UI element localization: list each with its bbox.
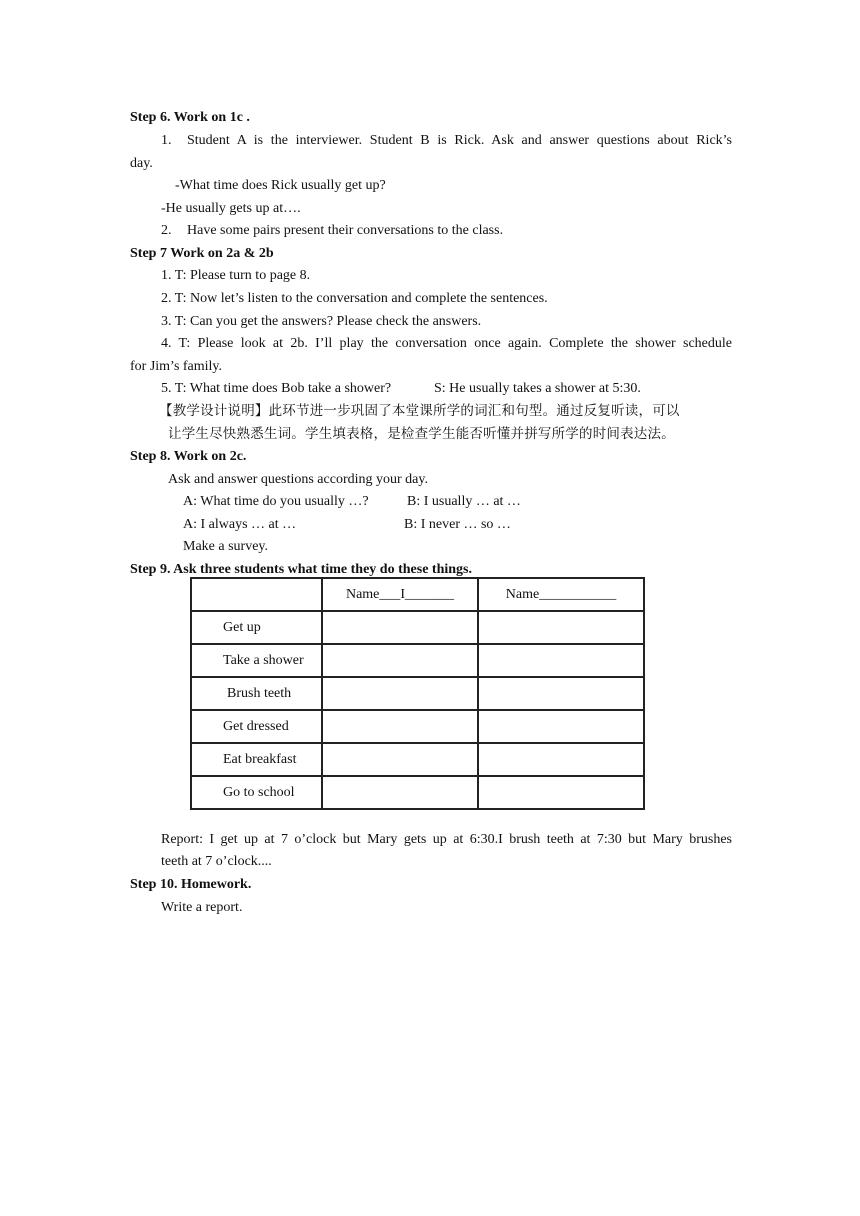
step6-question: -What time does Rick usually get up? (175, 178, 386, 193)
step7-line2: 2. T: Now let’s listen to the conversation and complete the sentences. (161, 291, 548, 306)
step8-dialogue-a1: A: What time do you usually …? (183, 494, 369, 509)
step7-line4: 4. T: Please look at 2b. I’ll play the conversation once again. Complete the shower schedule (161, 336, 732, 351)
table-cell (478, 743, 644, 776)
table-cell (478, 644, 644, 677)
step6-item1-text: Student A is the interviewer. Student B is Rick. Ask and answer questions about Rick’s (187, 133, 732, 148)
step10-heading: Step 10. Homework. (130, 877, 252, 892)
step7-line4-continuation: for Jim’s family. (130, 359, 223, 374)
survey-table (190, 577, 645, 810)
table-cell (322, 743, 478, 776)
table-row (191, 611, 644, 644)
table-row (191, 710, 644, 743)
table-row (191, 776, 644, 809)
step7-heading: Step 7 Work on 2a & 2b (130, 246, 274, 261)
table-header-cell: Name___________ (478, 578, 644, 611)
table-header-row (191, 578, 644, 611)
step6-item1-number: 1. (161, 133, 172, 148)
report-line2: teeth at 7 o’clock.... (161, 854, 272, 869)
table-row-label: Get dressed (191, 710, 322, 743)
table-cell (322, 710, 478, 743)
step7-line5-question: 5. T: What time does Bob take a shower? (161, 381, 392, 396)
table-cell (322, 611, 478, 644)
table-row (191, 677, 644, 710)
table-header-cell (191, 578, 322, 611)
step7-line5-answer: S: He usually takes a shower at 5:30. (434, 381, 641, 396)
table-header-cell: Name___I_______ (322, 578, 478, 611)
step8-intro: Ask and answer questions according your day. (168, 472, 428, 487)
step7-line3: 3. T: Can you get the answers? Please check the answers. (161, 314, 482, 329)
table-row (191, 644, 644, 677)
design-note-line1: 【教学设计说明】此环节进一步巩固了本堂课所学的词汇和句型。通过反复听读，可以 (159, 403, 680, 419)
table-row-label: Eat breakfast (191, 743, 322, 776)
table-row-label: Go to school (191, 776, 322, 809)
step6-item1-continuation: day. (130, 156, 153, 171)
report-line1: Report: I get up at 7 o’clock but Mary gets up at 6:30.I brush teeth at 7:30 but Mary brushes (161, 832, 732, 847)
step8-survey: Make a survey. (183, 539, 269, 554)
table-cell (322, 644, 478, 677)
design-note-line2: 让学生尽快熟悉生词。学生填表格，是检查学生能否听懂并拼写所学的时间表达法。 (168, 426, 675, 442)
table-cell (478, 710, 644, 743)
step9-heading: Step 9. Ask three students what time they do these things. (130, 562, 472, 577)
table-cell (322, 776, 478, 809)
step6-answer: -He usually gets up at…. (161, 201, 301, 216)
table-cell (478, 677, 644, 710)
step6-item2-text: Have some pairs present their conversations to the class. (187, 223, 504, 238)
step8-dialogue-b1: B: I usually … at … (407, 494, 521, 509)
step8-dialogue-b2: B: I never … so … (404, 517, 511, 532)
step8-dialogue-a2: A: I always … at … (183, 517, 297, 532)
table-row (191, 743, 644, 776)
step8-heading: Step 8. Work on 2c. (130, 449, 247, 464)
step6-heading: Step 6. Work on 1c . (130, 110, 250, 125)
table-cell (478, 776, 644, 809)
table-cell (478, 611, 644, 644)
step7-line1: 1. T: Please turn to page 8. (161, 268, 311, 283)
step6-item2-number: 2. (161, 223, 172, 238)
table-row-label: Take a shower (191, 644, 322, 677)
table-cell (322, 677, 478, 710)
table-row-label: Brush teeth (191, 677, 322, 710)
step10-line: Write a report. (161, 900, 243, 915)
table-row-label: Get up (191, 611, 322, 644)
